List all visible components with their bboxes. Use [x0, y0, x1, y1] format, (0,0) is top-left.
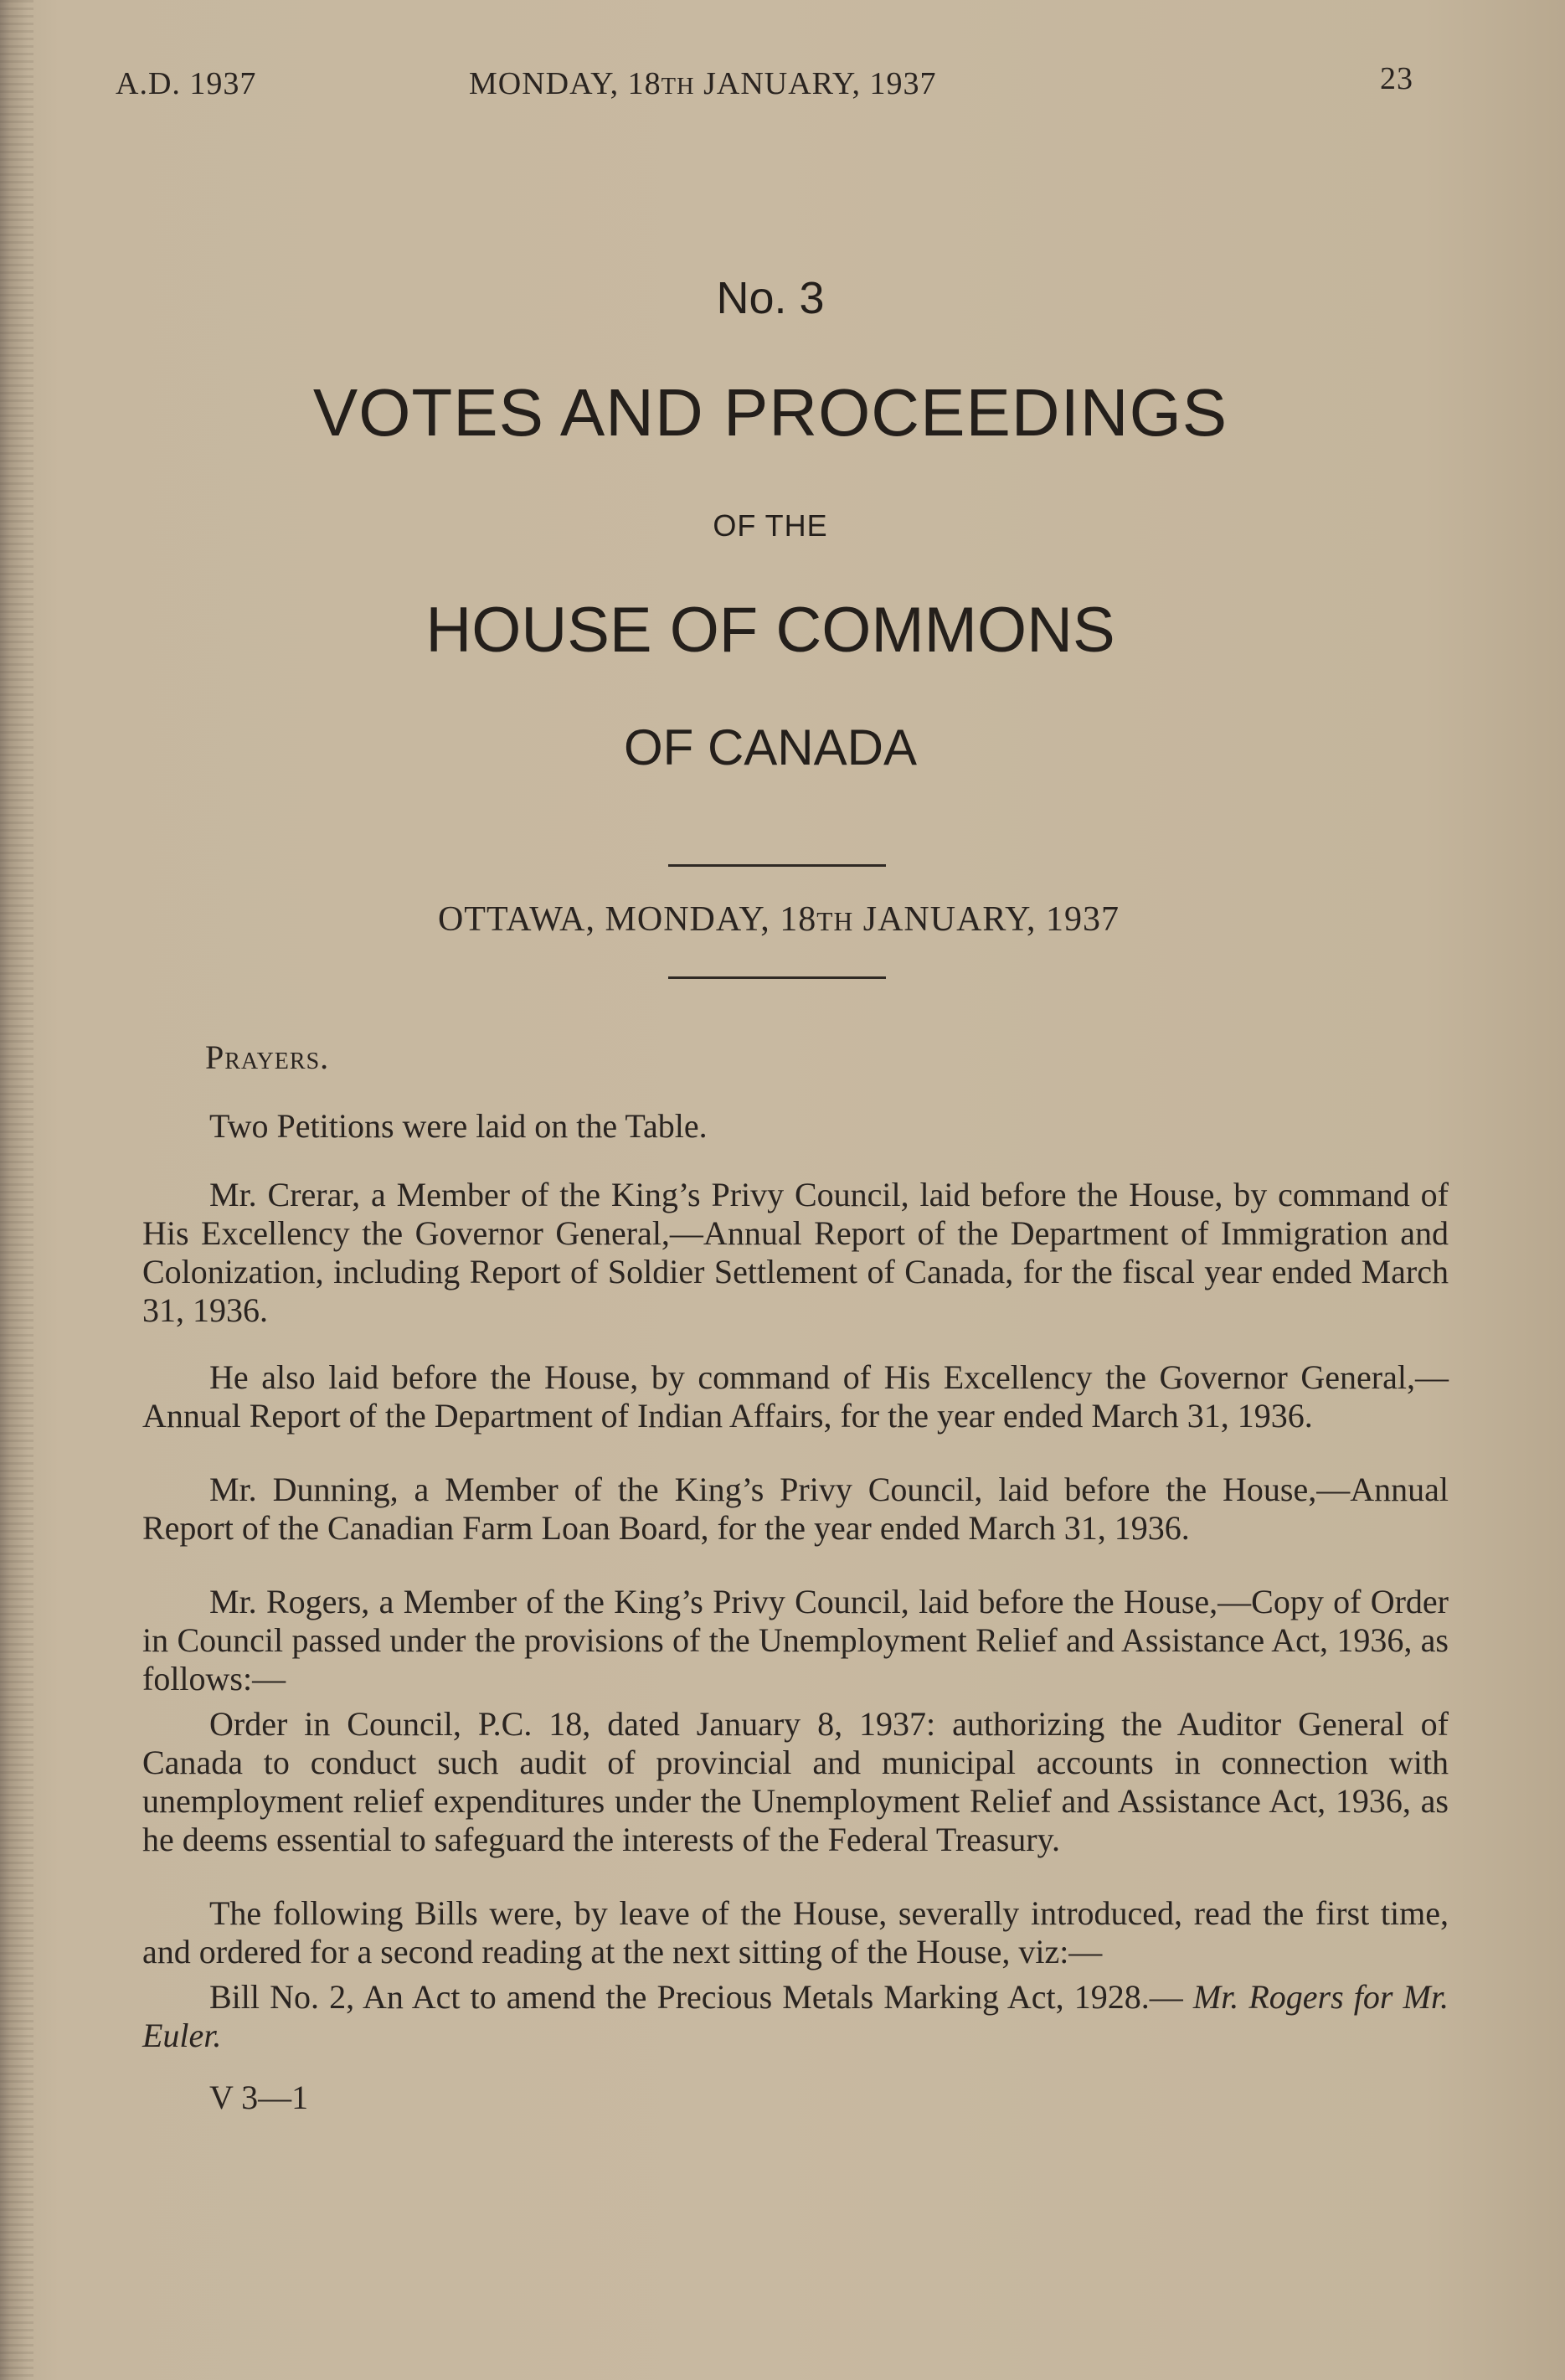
running-head-year: A.D. 1937	[116, 66, 257, 101]
paragraph-dunning-report: Mr. Dunning, a Member of the King’s Privy Council, laid before the House,—Annual Report of the Canadian Farm Loan Board, for the year ended March 31, 1936.	[142, 1471, 1449, 1547]
divider-bottom	[668, 976, 886, 979]
prayers-heading: Prayers.	[205, 1038, 330, 1076]
document-title: VOTES AND PROCEEDINGS	[312, 375, 1228, 450]
running-head-date	[469, 65, 936, 102]
title-house: HOUSE OF COMMONS	[425, 595, 1115, 666]
divider-top	[668, 864, 886, 867]
running-head-date-suffix: JANUARY, 1937	[694, 66, 937, 101]
paragraph-petitions: Two Petitions were laid on the Table.	[209, 1107, 708, 1145]
dateline-suffix: JANUARY, 1937	[853, 900, 1120, 939]
signature-mark: V 3—1	[209, 2079, 309, 2116]
page-binding-edge	[0, 0, 33, 2380]
running-head	[0, 61, 1565, 116]
paragraph-bills-introduced: The following Bills were, by leave of the House, severally introduced, read the first time, and ordered for a second reading at the next sitting of the House, viz:—	[142, 1894, 1449, 1970]
dateline-prefix: OTTAWA, MONDAY, 18	[437, 900, 817, 939]
dateline	[209, 899, 1348, 940]
title-of-the: OF THE	[713, 508, 828, 543]
bill-2-text: Bill No. 2, An Act to amend the Precious Metals Marking Act, 1928.—	[209, 1978, 1183, 2016]
paragraph-crerar-report: Mr. Crerar, a Member of the King’s Privy Council, laid before the House, by command of His Excellency the Governor General,—Annual Report of the Department of Immigration and Colonization, including Report of Soldier Settlement of Canada, for the fiscal year ended March 31, 1936.	[142, 1176, 1449, 1329]
proceedings-body	[142, 1038, 1449, 2117]
title-country: OF CANADA	[623, 719, 918, 775]
paragraph-indian-affairs: He also laid before the House, by command of His Excellency the Governor General,—Annual Report of the Department of Indian Affairs, for the year ended March 31, 1936.	[142, 1358, 1449, 1435]
title-block	[209, 272, 1331, 776]
running-head-date-prefix: MONDAY, 18	[469, 66, 662, 101]
dateline-ordinal: TH	[816, 907, 854, 936]
paragraph-order-in-council: Order in Council, P.C. 18, dated January 8, 1937: authorizing the Auditor General of Canada to conduct such audit of provincial and municipal accounts in connection with unemployment relief expenditures under the Unemployment Relief and Assistance Act, 1936, as he deems essential to safeguard the interests of the Federal Treasury.	[142, 1705, 1449, 1858]
paragraph-rogers-order: Mr. Rogers, a Member of the King’s Privy Council, laid before the House,—Copy of Order in Council passed under the provisions of the Unemployment Relief and Assistance Act, 1936, as follows:—	[142, 1583, 1449, 1697]
page-number: 23	[1380, 61, 1413, 96]
paragraph-bill-2	[142, 1978, 1449, 2055]
bill-2-sponsor: Mr. Rogers for Mr. Euler.	[142, 1978, 1449, 2054]
issue-number: No. 3	[716, 273, 825, 323]
running-head-date-suffix-ordinal: TH	[661, 74, 695, 100]
